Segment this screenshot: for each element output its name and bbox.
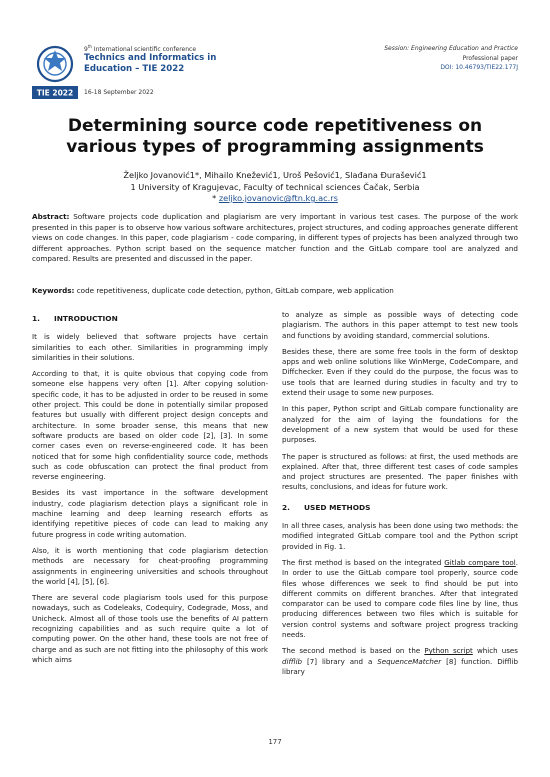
session-info [384, 44, 518, 73]
left-column [32, 310, 268, 671]
paragraph: to analyze as simple as possible ways of detecting code plagiarism. The authors in this paper attempt to test new tools and functions by avoiding standard, commercial solutions. [282, 310, 518, 340]
author-list: Željko Jovanović1*, Mihailo Knežević1, Uroš Pešović1, Slađana Đurašević1 [123, 170, 427, 180]
conference-name: Technics and Informatics in Education – TIE 2022 [84, 53, 217, 74]
abstract [32, 212, 518, 265]
abstract-text: Software projects code duplication and plagiarism are very important in various test cases. The purpose of the work presented in this paper is to observe how various software architectures, project structures, and coding approaches generate different views on code changes. In this paper, code plagiarism - code comparing, in different types of projects has been analyzed through two different approaches. Python script based on the sequence matcher function and the GitLab compare tool are analyzed and compared. Results are presented and discussed in the paper. [32, 212, 518, 264]
paragraph: Besides its vast importance in the software development industry, code plagiarism detection plays a significant role in machine learning and deep learning research efforts as identifying repetitive pieces of code can lead to making any future progress in code writing automation. [32, 488, 268, 539]
paragraph: According to that, it is quite obvious that copying code from someone else happens very often [1]. After copying solution-specific code, it has to be adjusted in order to be reused in some other project. This could be done in potentially similar proposed features but usually with different project design concepts and architecture. In some broader sense, this means that new software products are based on older code [2], [3]. In some corner cases even on reverse-engineered code. It has been noticed that for some high confidentiality source code, methods such as code obfuscation can protect the final product from reverse engineering. [32, 369, 268, 482]
abstract-label: Abstract: [32, 212, 70, 221]
page-number: 177 [268, 738, 282, 746]
session-label: Session: Engineering Education and Practice [384, 45, 518, 52]
affiliation: 1 University of Kragujevac, Faculty of technical sciences Čačak, Serbia [130, 181, 420, 192]
paper-title: Determining source code repetitiveness on various types of programming assignments [66, 116, 484, 157]
paragraph: Besides these, there are some free tools in the form of desktop apps and web online solutions like WinMerge, CodeCompare, and Diffchecker. Even if they could do the purpose, the focus was to use tools that are learned during studies in faculty and try to extend their usage to some new purposes. [282, 346, 518, 398]
paper-type: Professional paper [462, 54, 518, 62]
section-heading-introduction: 1. INTRODUCTION [32, 314, 118, 323]
tie-logo-icon [32, 44, 78, 100]
paragraph: In all three cases, analysis has been done using two methods: the modified integrated GitLab compare tool and the Python script provided in Fig. 1. [282, 521, 518, 551]
doi-link[interactable]: DOI: 10.46793/TIE22.177J [440, 64, 518, 71]
corresponding-email-line: * zeljko.jovanovic@ftn.kg.ac.rs [212, 193, 338, 203]
paragraph: It is widely believed that software projects have certain similarities to each other. Similarities in programming imply similarities in their solutions. [32, 332, 268, 362]
conference-edition: 9th International scientific conference [84, 44, 197, 53]
gitlab-compare-link[interactable]: Gitlab compare tool [444, 557, 516, 567]
paragraph: There are several code plagiarism tools used for this purpose nowadays, such as Codeleaks, Codequiry, Codegrade, Moss, and Unicheck. Almost all of those tools use the benefits of AI pattern recognizing capabilities and as such require quite a lot of computing power. On the other hand, these tools are not free of charge and as such are not fitting into the philosophy of this work which aims [32, 593, 268, 664]
paragraph: Also, it is worth mentioning that code plagiarism detection methods are necessary for cheat-proofing programming assignments in engineering universities and schools throughout the world [4], [5], [6]. [32, 545, 268, 586]
authors-block [30, 170, 520, 205]
python-script-link[interactable]: Python script [424, 646, 473, 656]
logo-text: TIE 2022 [36, 88, 74, 98]
email-link[interactable]: zeljko.jovanovic@ftn.kg.ac.rs [218, 193, 338, 203]
section-heading-used-methods: 2. USED METHODS [282, 502, 371, 512]
paragraph: The first method is based on the integrated Gitlab compare tool. In order to use the GitLab compare tool properly, source code files whose differences we seek to find should be put into different commits on different branches. After that integrated comparator can be used to compare code files line by line, thus producing differences between two files which is suitable for version control systems and software project progress tracking needs. [282, 557, 519, 640]
conference-header [32, 44, 272, 102]
paragraph: The second method is based on the Python script which uses difflib [7] library and a SequenceMatcher [8] function. Difflib library [282, 646, 518, 676]
paragraph: The paper is structured as follows: at first, the used methods are explained. After that, three different test cases of code samples and project structures are presented. The paper finishes with results, conclusions, and ideas for future work. [282, 451, 518, 492]
conference-dates: 16-18 September 2022 [84, 89, 154, 96]
keywords-text: code repetitiveness, duplicate code detection, python, GitLab compare, web application [74, 286, 394, 295]
keywords [32, 286, 518, 297]
keywords-label: Keywords: [32, 286, 75, 295]
paragraph: In this paper, Python script and GitLab compare functionality are analyzed for the aim of laying the foundations for the development of a new system that would be used for these purposes. [282, 404, 518, 445]
right-column [282, 310, 518, 683]
